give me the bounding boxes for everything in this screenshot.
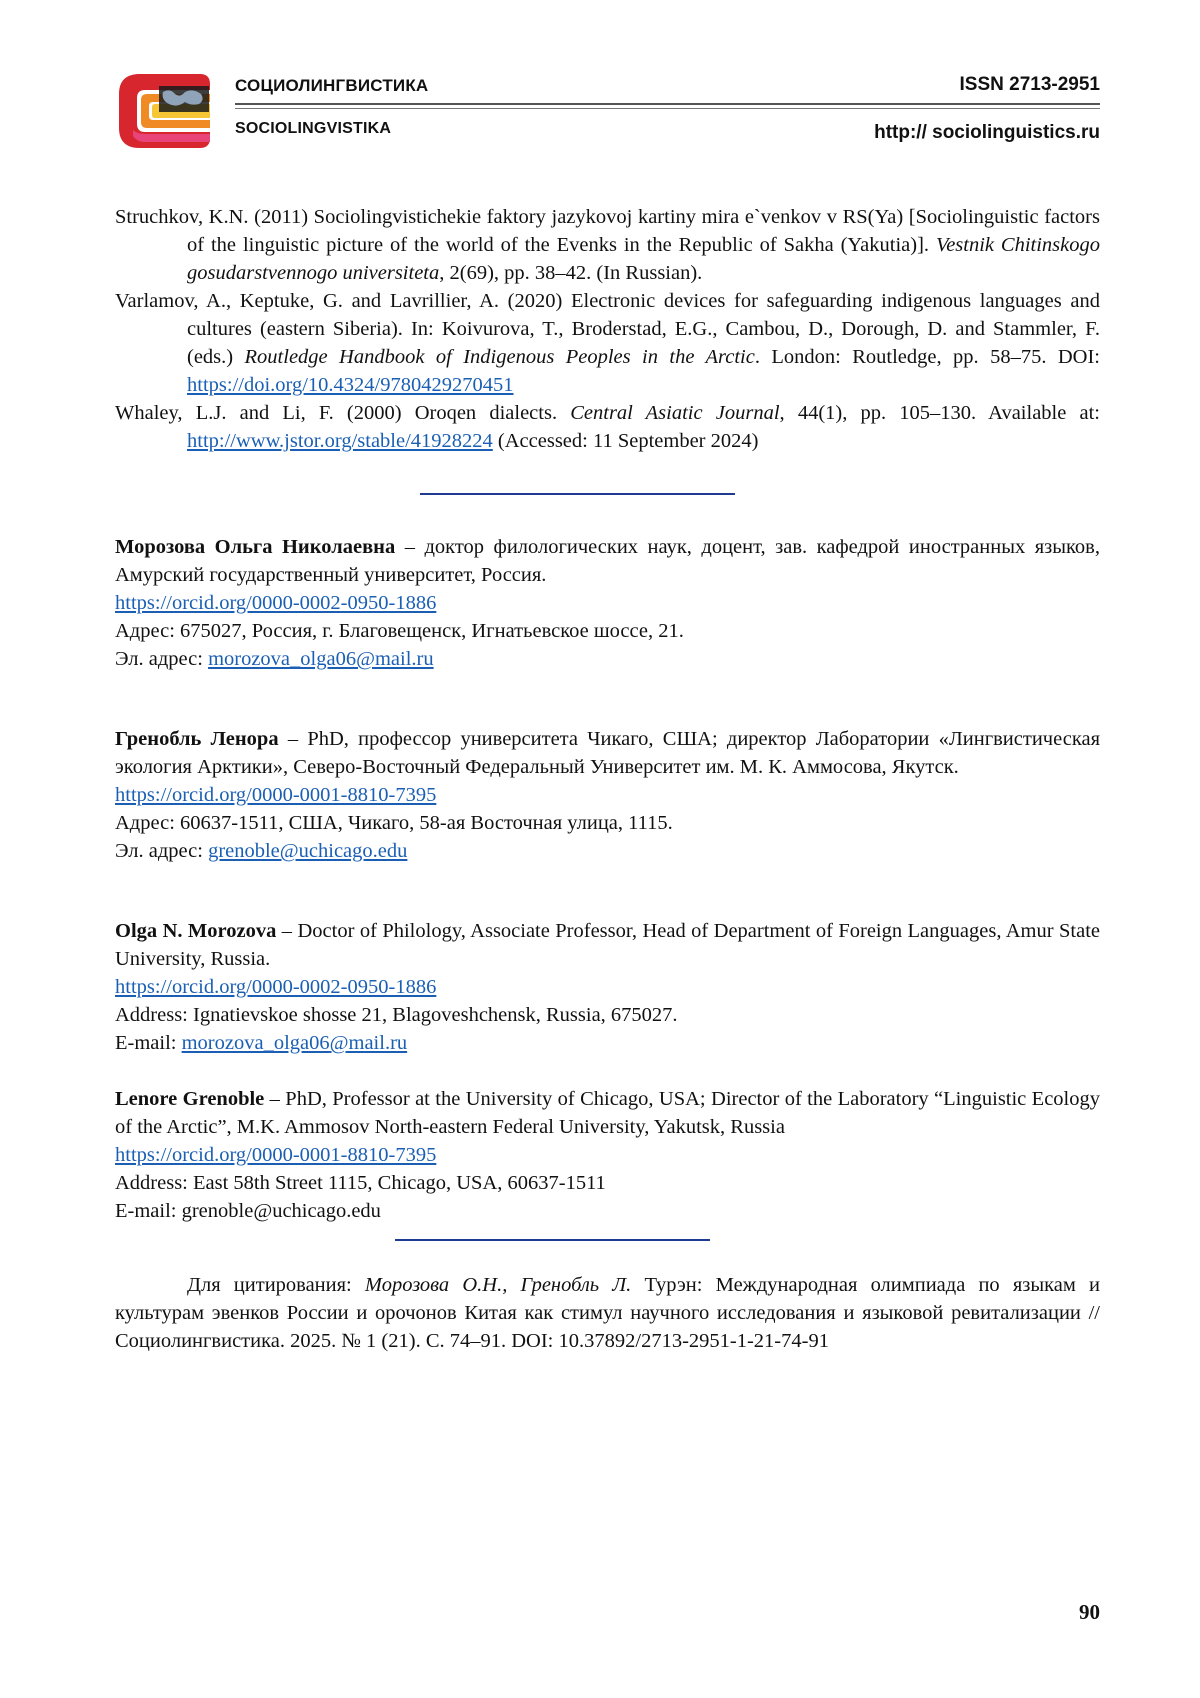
author-description: – PhD, Professor at the University of Chicago, USA; Director of the Laboratory “Linguistic Ecology of the Arctic”, M.K. Ammosov North-eastern Federal University, Yakutsk, Russia	[115, 1088, 1100, 1138]
doi-link[interactable]: https://doi.org/10.4324/9780429270451	[187, 374, 514, 396]
email-label: Эл. адрес:	[115, 840, 209, 862]
header-rule	[235, 103, 1100, 105]
author-bio-en-1	[115, 917, 1100, 1057]
email-label: E-mail:	[115, 1200, 182, 1222]
page-content	[115, 203, 1100, 1355]
reference-journal-title: Vestnik Chitinskogo gosudarstvennogo universiteta	[187, 234, 1100, 284]
reference-item	[115, 203, 1100, 287]
author-name: Lenore Grenoble	[115, 1088, 265, 1110]
page-number: 90	[1079, 1600, 1100, 1624]
email-label: E-mail:	[115, 1032, 182, 1054]
reference-text: Struchkov, K.N. (2011) Sociolingvistichekie faktory jazykovoj kartiny mira e`venkov v RS(Ya) [Sociolinguistic factors of the linguistic picture of the world of the Evenks in the Republic of Sakha (Yakutia)].	[115, 206, 1100, 256]
author-name: Olga N. Morozova	[115, 920, 277, 942]
citation-text: Турэн: Международная олимпиада по языкам и культурам эвенков России и орочонов Китая как стимул научного исследования и языковой ревитализации // Социолингвистика. 2025. № 1 (21). С. 74–91. DOI: 10.37892/2713-2951-1-21-74-91	[115, 1274, 1100, 1352]
author-description: – доктор филологических наук, доцент, зав. кафедрой иностранных языков, Амурский государственный университет, Россия.	[115, 536, 1100, 586]
orcid-link[interactable]: https://orcid.org/0000-0001-8810-7395	[115, 784, 437, 806]
email-link[interactable]: morozova_olga06@mail.ru	[208, 648, 434, 670]
reference-item	[115, 399, 1100, 455]
citation-authors: Морозова О.Н., Гренобль Л.	[364, 1274, 632, 1296]
orcid-link[interactable]: https://orcid.org/0000-0002-0950-1886	[115, 592, 437, 614]
journal-logo-icon	[115, 72, 215, 150]
author-bio-ru-2	[115, 725, 1100, 865]
author-description: – Doctor of Philology, Associate Professor, Head of Department of Foreign Languages, Amur State University, Russia.	[115, 920, 1101, 970]
author-bio-ru-1	[115, 533, 1100, 673]
orcid-link[interactable]: https://orcid.org/0000-0001-8810-7395	[115, 1144, 437, 1166]
reference-text: Varlamov, A., Keptuke, G. and Lavrillier, A. (2020) Electronic devices for safeguarding indigenous languages and cultures (eastern Siberia). In: Koivurova, T., Broderstad, E.G., Cambou, D., Dorough, D. and Stammler, F. (eds.)	[115, 290, 1100, 368]
author-address: Адрес: 60637-1511, США, Чикаго, 58-ая Восточная улица, 1115.	[115, 812, 673, 834]
section-separator	[395, 1239, 710, 1241]
author-address: Address: East 58th Street 1115, Chicago, USA, 60637-1511	[115, 1172, 606, 1194]
journal-title-ru: СОЦИОЛИНГВИСТИКА	[235, 76, 429, 95]
reference-journal-title: Central Asiatic Journal	[570, 402, 780, 424]
section-separator	[420, 493, 735, 495]
reference-text-tail: , 2(69), pp. 38–42. (In Russian).	[439, 262, 703, 284]
page-header	[115, 72, 1100, 152]
author-name: Морозова Ольга Николаевна	[115, 536, 396, 558]
author-address: Адрес: 675027, Россия, г. Благовещенск, Игнатьевское шоссе, 21.	[115, 620, 684, 642]
reference-item	[115, 287, 1100, 399]
header-rule-thin	[235, 108, 1100, 109]
email-link[interactable]: grenoble@uchicago.edu	[208, 840, 408, 862]
reference-list	[115, 203, 1100, 455]
email-link[interactable]: morozova_olga06@mail.ru	[181, 1032, 408, 1054]
reference-accessed: (Accessed: 11 September 2024)	[492, 430, 759, 452]
citation-label: Для цитирования:	[187, 1274, 365, 1296]
author-name: Гренобль Ленора	[115, 728, 279, 750]
reference-book-title: Routledge Handbook of Indigenous Peoples in the Arctic	[244, 346, 755, 368]
jstor-link[interactable]: http://www.jstor.org/stable/41928224	[187, 430, 493, 452]
orcid-link[interactable]: https://orcid.org/0000-0002-0950-1886	[115, 976, 437, 998]
email-label: Эл. адрес:	[115, 648, 209, 670]
author-bio-en-2	[115, 1085, 1100, 1225]
reference-text-tail: , 44(1), pp. 105–130. Available at:	[779, 402, 1100, 424]
citation-block	[115, 1271, 1100, 1355]
issn-label: ISSN 2713-2951	[959, 74, 1100, 95]
journal-website[interactable]: http:// sociolinguistics.ru	[874, 122, 1100, 143]
reference-text-tail: . London: Routledge, pp. 58–75. DOI:	[754, 346, 1101, 368]
author-description: – PhD, профессор университета Чикаго, США; директор Лаборатории «Лингвистическая экология Арктики», Северо-Восточный Федеральный Университет им. М. К. Аммосова, Якутск.	[115, 728, 1101, 778]
email-text: grenoble@uchicago.edu	[181, 1200, 381, 1222]
journal-title-en: SOCIOLINGVISTIKA	[235, 120, 392, 137]
author-address: Address: Ignatievskoe shosse 21, Blagoveshchensk, Russia, 675027.	[115, 1004, 678, 1026]
reference-text: Whaley, L.J. and Li, F. (2000) Oroqen dialects.	[115, 402, 571, 424]
